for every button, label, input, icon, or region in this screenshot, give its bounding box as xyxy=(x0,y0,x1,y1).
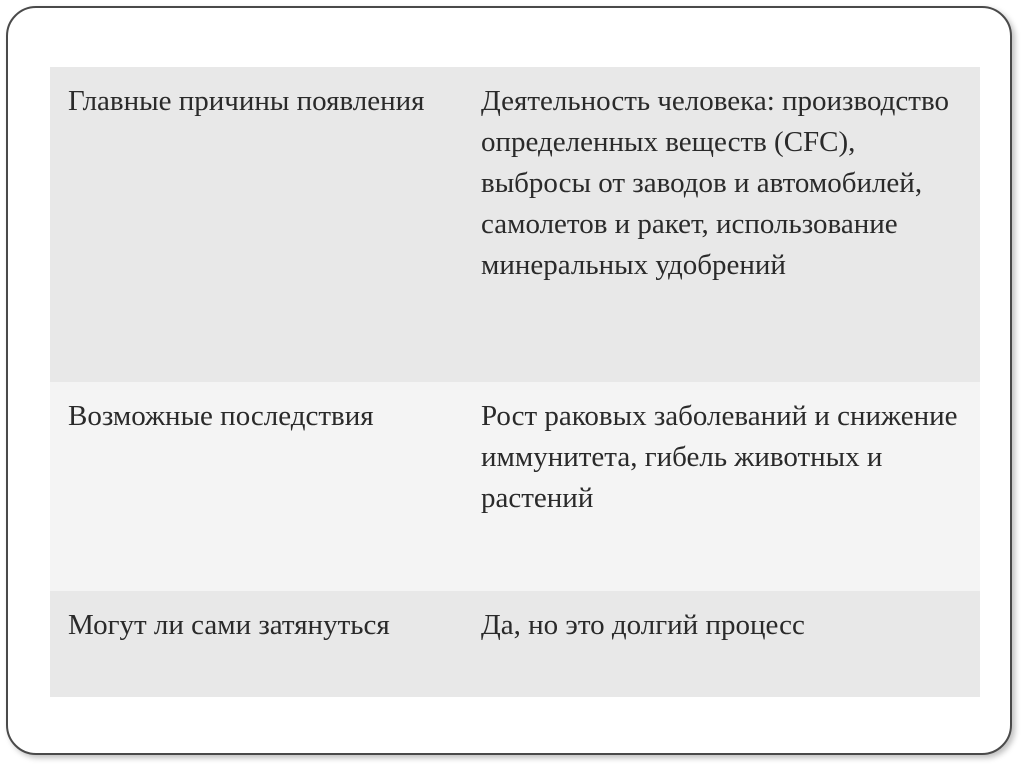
row-label-causes: Главные причины появления xyxy=(68,85,425,117)
row-value-self-healing: Да, но это долгий процесс xyxy=(481,609,805,641)
row-value-causes: Деятельность человека: производство определенных веществ (CFC), выбросы от заводов и автомобилей, самолетов и ракет, использование минеральных удобрений xyxy=(481,85,949,281)
info-table xyxy=(50,67,980,697)
row-label-consequences: Возможные последствия xyxy=(68,400,374,432)
table-row xyxy=(50,591,980,697)
row-label-self-healing: Могут ли сами затянуться xyxy=(68,609,390,641)
table-row xyxy=(50,67,980,382)
table-row xyxy=(50,382,980,591)
row-value-consequences: Рост раковых заболеваний и снижение иммунитета, гибель животных и растений xyxy=(481,400,958,514)
